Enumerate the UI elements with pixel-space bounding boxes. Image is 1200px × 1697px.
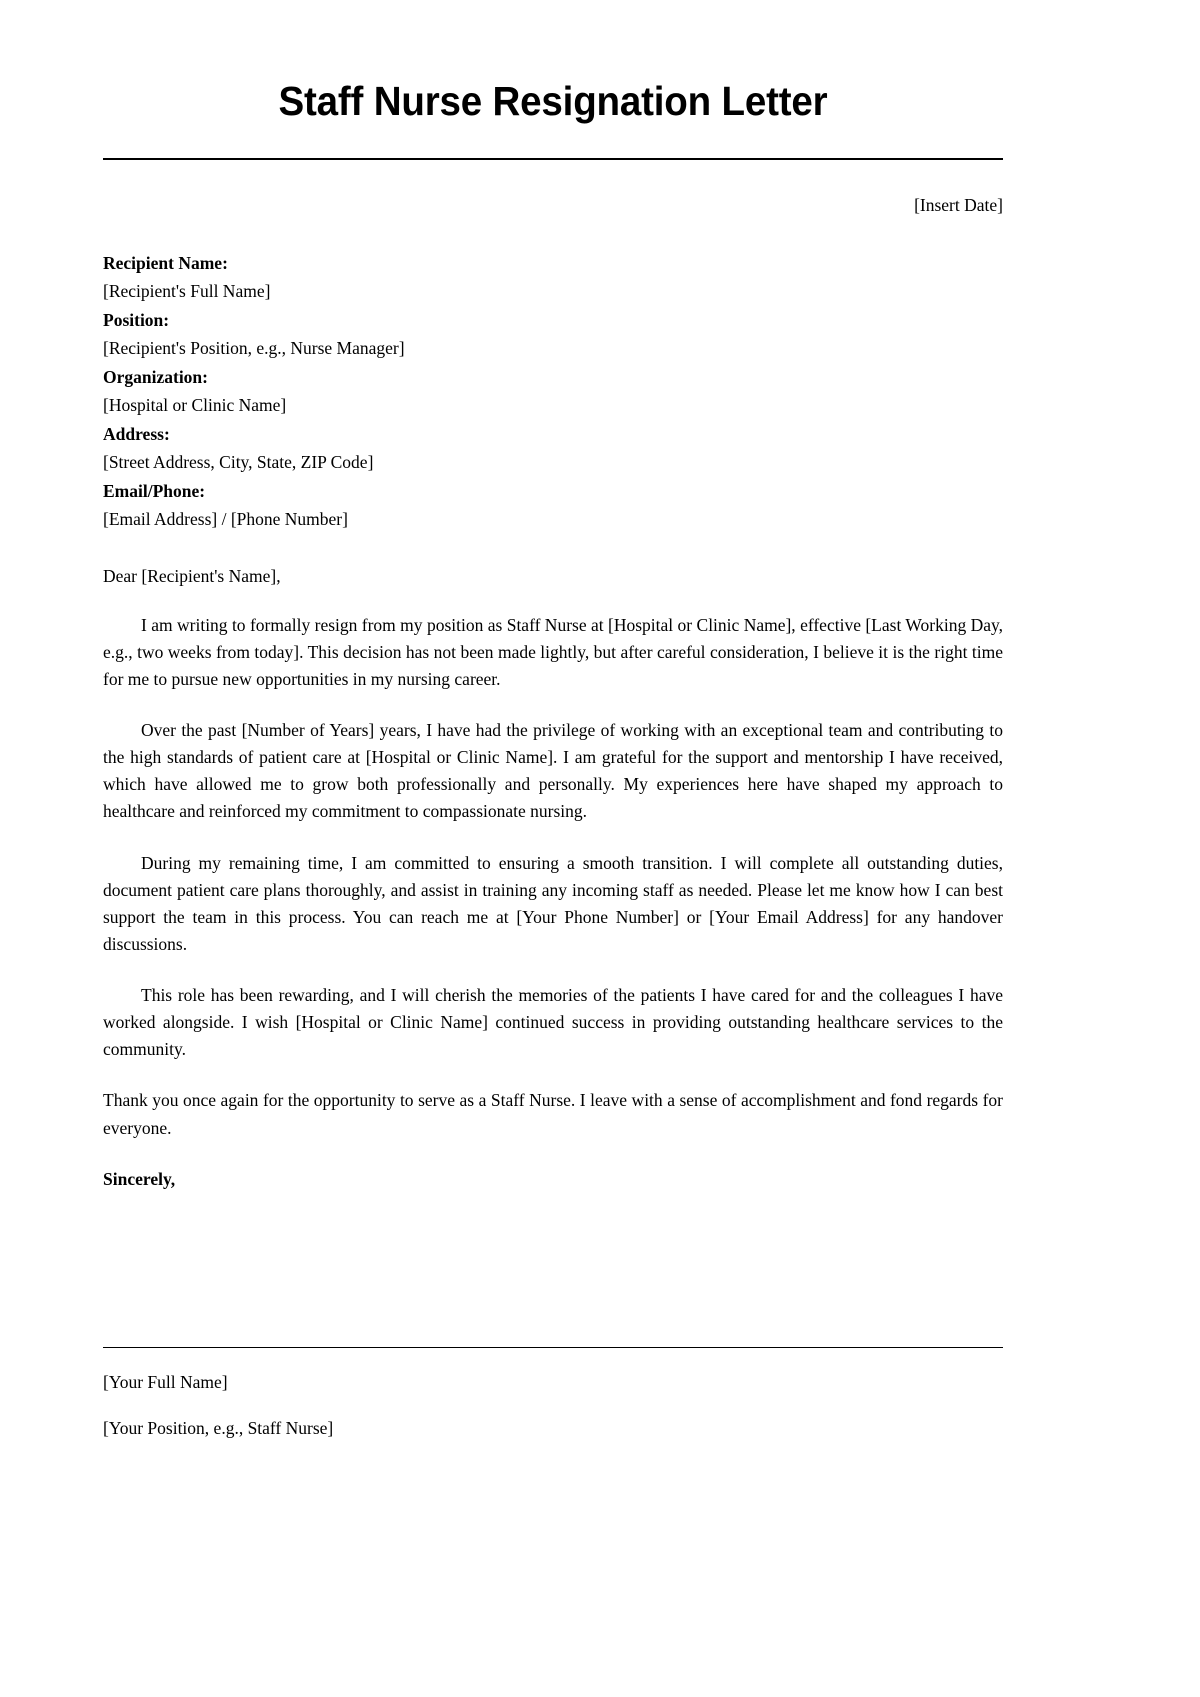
body-paragraph-2: Over the past [Number of Years] years, I have had the privilege of working with an exceptional team and contributing to the high standards of patient care at [Hospital or Clinic Name]. I am grateful for the support and mentorship I have received, which have allowed me to grow both professionally and personally. My experiences here have shaped my approach to healthcare and reinforced my commitment to compassionate nursing. (103, 720, 1003, 822)
body-paragraph-1: I am writing to formally resign from my position as Staff Nurse at [Hospital or Clinic Name], effective [Last Working Day, e.g., two weeks from today]. This decision has not been made lightly, but after careful consideration, I believe it is the right time for me to pursue new opportunities in my nursing career. (103, 614, 1003, 689)
recipient-name-label: Recipient Name: (103, 252, 228, 273)
signature-divider (103, 1347, 1003, 1348)
recipient-address-value: [Street Address, City, State, ZIP Code] (103, 452, 374, 473)
recipient-position-value: [Recipient's Position, e.g., Nurse Manager] (103, 338, 405, 359)
recipient-block (103, 249, 1003, 534)
letter-body (103, 612, 1003, 1142)
date-placeholder: [Insert Date] (914, 195, 1003, 216)
page-title: Staff Nurse Resignation Letter (278, 78, 828, 124)
title-divider (103, 158, 1003, 160)
salutation: Dear [Recipient's Name], (103, 565, 281, 586)
recipient-position-label: Position: (103, 309, 170, 330)
body-paragraph-4: This role has been rewarding, and I will cherish the memories of the patients I have cared for and the colleagues I have worked alongside. I wish [Hospital or Clinic Name] continued success in providing outstanding healthcare services to the community. (103, 985, 1003, 1060)
recipient-organization-label: Organization: (103, 366, 208, 387)
recipient-contact-value: [Email Address] / [Phone Number] (103, 509, 348, 530)
title-block (103, 0, 1003, 160)
signature-full-name: [Your Full Name] (103, 1371, 228, 1392)
document-content (103, 0, 1003, 1442)
body-paragraph-5: Thank you once again for the opportunity to serve as a Staff Nurse. I leave with a sense of accomplishment and fond regards for everyone. (103, 1090, 1003, 1138)
signature-space (103, 1192, 1003, 1347)
body-paragraph-3: During my remaining time, I am committed to ensuring a smooth transition. I will complete all outstanding duties, document patient care plans thoroughly, and assist in training any incoming staff as needed. Please let me know how I can best support the team in this process. You can reach me at [Your Phone Number] or [Your Email Address] for any handover discussions. (103, 852, 1003, 954)
recipient-organization-value: [Hospital or Clinic Name] (103, 395, 287, 416)
signature-position: [Your Position, e.g., Staff Nurse] (103, 1417, 334, 1438)
closing-salutation: Sincerely, (103, 1168, 176, 1189)
recipient-contact-label: Email/Phone: (103, 480, 206, 501)
recipient-address-label: Address: (103, 423, 170, 444)
recipient-name-value: [Recipient's Full Name] (103, 281, 271, 302)
